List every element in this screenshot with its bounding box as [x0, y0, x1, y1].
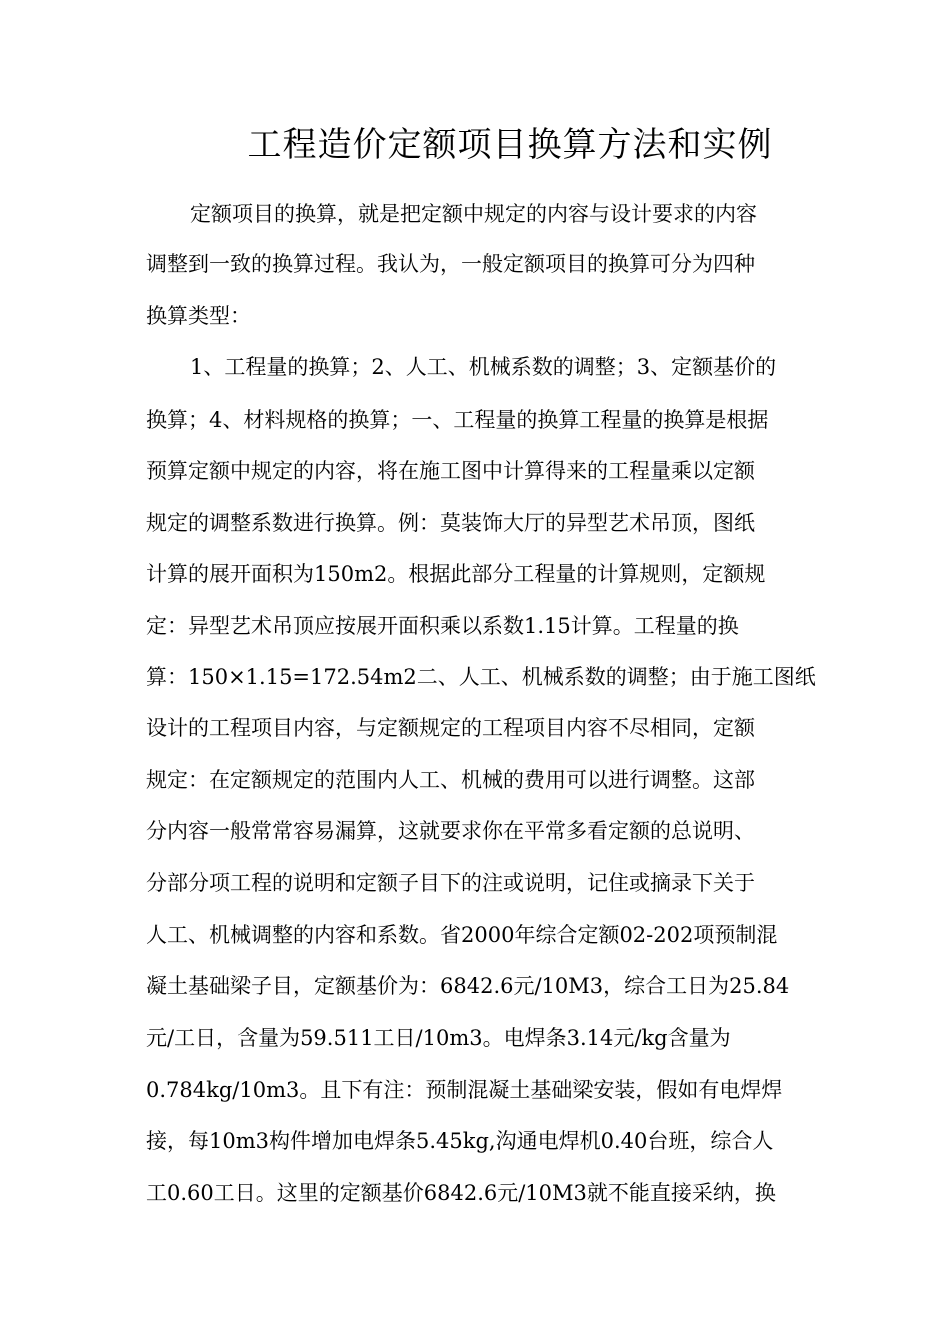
- body-line: 0.784kg/10m3。且下有注：预制混凝土基础梁安装，假如有电焊焊: [146, 1078, 783, 1102]
- body-line: 分部分项工程的说明和定额子目下的注或说明，记住或摘录下关于: [146, 871, 755, 895]
- body-line: 接，每10m3构件增加电焊条5.45kg,沟通电焊机0.40台班，综合人: [146, 1129, 774, 1153]
- body-line: 凝土基础梁子目，定额基价为：6842.6元/10M3，综合工日为25.84: [146, 974, 790, 998]
- body-line: 人工、机械调整的内容和系数。省2000年综合定额02-202项预制混: [146, 923, 778, 947]
- body-line: 1、工程量的换算；2、人工、机械系数的调整；3、定额基价的: [190, 355, 777, 379]
- body-line: 算：150×1.15=172.54m2二、人工、机械系数的调整；由于施工图纸: [146, 665, 816, 689]
- body-line: 定额项目的换算，就是把定额中规定的内容与设计要求的内容: [190, 202, 757, 226]
- body-line: 工0.60工日。这里的定额基价6842.6元/10M3就不能直接采纳，换: [146, 1181, 776, 1205]
- document-title: 工程造价定额项目换算方法和实例: [247, 125, 773, 165]
- body-line: 换算类型：: [146, 304, 251, 328]
- body-line: 规定的调整系数进行换算。例：莫装饰大厅的异型艺术吊顶，图纸: [146, 511, 755, 535]
- body-line: 元/工日，含量为59.511工日/10m3。电焊条3.14元/kg含量为: [146, 1026, 731, 1050]
- body-line: 设计的工程项目内容，与定额规定的工程项目内容不尽相同，定额: [146, 716, 755, 740]
- body-line: 预算定额中规定的内容，将在施工图中计算得来的工程量乘以定额: [146, 459, 755, 483]
- body-line: 分内容一般常常容易漏算，这就要求你在平常多看定额的总说明、: [146, 819, 755, 843]
- body-line: 换算；4、材料规格的换算；一、工程量的换算工程量的换算是根据: [146, 408, 769, 432]
- body-line: 调整到一致的换算过程。我认为，一般定额项目的换算可分为四种: [146, 252, 755, 276]
- body-line: 计算的展开面积为150m2。根据此部分工程量的计算规则，定额规: [146, 562, 766, 586]
- body-line: 定：异型艺术吊顶应按展开面积乘以系数1.15计算。工程量的换: [146, 614, 739, 638]
- body-line: 规定：在定额规定的范围内人工、机械的费用可以进行调整。这部: [146, 768, 755, 792]
